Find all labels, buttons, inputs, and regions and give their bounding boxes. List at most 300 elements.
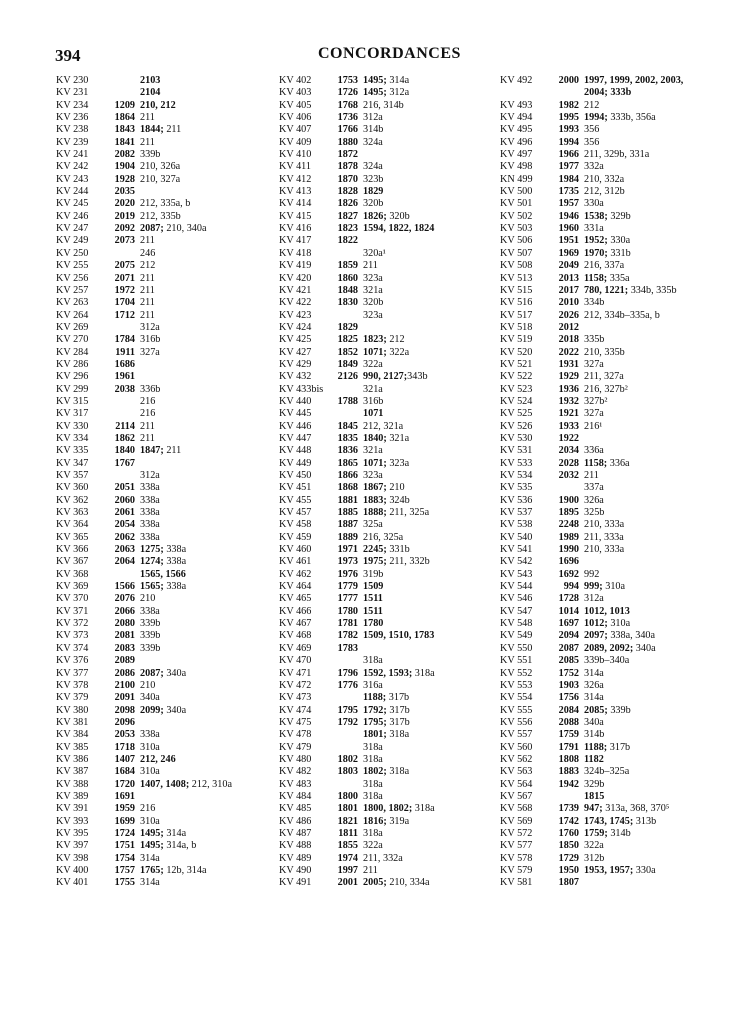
catalog-number: 2017 — [558, 284, 579, 296]
page-title: CONCORDANCES — [318, 45, 461, 62]
kv-number: KV 423 — [279, 309, 312, 321]
kv-number: KV 460 — [279, 544, 312, 556]
page-reference: 1844; 211 — [140, 124, 182, 136]
concordance-row — [279, 445, 504, 457]
kv-number: KV 577 — [500, 840, 533, 852]
catalog-number: 1936 — [558, 383, 579, 395]
page-reference: 327a — [584, 358, 604, 370]
page-reference: 211 — [140, 272, 155, 284]
page-reference: 1952; 330a — [584, 235, 631, 247]
page-reference: 216, 325a — [363, 531, 404, 543]
concordance-row — [279, 75, 504, 87]
page-reference: 1012; 310a — [584, 618, 631, 630]
kv-number: KV 257 — [56, 284, 89, 296]
kv-number: KV 567 — [500, 790, 533, 802]
catalog-number: 1976 — [337, 568, 358, 580]
catalog-number: 1784 — [114, 334, 135, 346]
concordance-row — [500, 396, 740, 408]
kv-number: KV 487 — [279, 827, 312, 839]
catalog-number — [108, 470, 135, 482]
concordance-row — [56, 495, 281, 507]
catalog-number: 1760 — [558, 827, 579, 839]
page-reference: 1800, 1802; 318a — [363, 803, 435, 815]
page-reference: 310a — [140, 766, 160, 778]
page-reference: 338a — [140, 507, 160, 519]
concordance-row — [500, 124, 740, 136]
kv-number: KV 432 — [279, 371, 312, 383]
kv-number: KV 357 — [56, 470, 89, 481]
catalog-number: 2066 — [114, 605, 135, 617]
concordance-row — [56, 655, 281, 667]
page-reference — [358, 643, 363, 655]
concordance-row — [500, 384, 740, 396]
page-reference: 340a — [140, 692, 160, 704]
kv-number: KV 549 — [500, 630, 533, 642]
concordance-row — [279, 618, 504, 630]
page-reference: 211, 332a — [363, 852, 403, 864]
page-reference: 314a — [140, 852, 160, 864]
concordance-row — [56, 729, 281, 741]
catalog-number: 1990 — [558, 544, 579, 556]
page-reference: 211 — [140, 136, 155, 148]
concordance-row — [500, 161, 740, 173]
page-reference: 1997, 1999, 2002, 2003, — [584, 75, 684, 86]
catalog-number: 1736 — [337, 112, 358, 124]
catalog-number: 1209 — [114, 99, 135, 111]
kv-number: KV 427 — [279, 346, 312, 358]
catalog-number: 1895 — [558, 507, 579, 519]
kv-number: KV 264 — [56, 309, 89, 321]
concordance-row — [56, 779, 281, 791]
catalog-number: 1756 — [558, 692, 579, 704]
concordance-row — [279, 630, 504, 642]
page-reference: 316b — [140, 334, 161, 346]
concordance-row — [500, 223, 740, 235]
page-reference: 212, 321a — [363, 420, 404, 432]
catalog-number: 1933 — [558, 420, 579, 432]
kv-number: KV 564 — [500, 778, 533, 790]
concordance-row — [279, 198, 504, 210]
catalog-number — [331, 742, 358, 754]
concordance-row — [500, 482, 740, 494]
kv-number: KV 556 — [500, 716, 533, 728]
page-reference: 1816; 319a — [363, 815, 410, 827]
catalog-number: 1951 — [558, 235, 579, 247]
catalog-number: 1859 — [337, 260, 358, 272]
concordance-column-3 — [500, 75, 740, 890]
catalog-number: 1845 — [337, 420, 358, 432]
kv-number: KV 523 — [500, 383, 533, 395]
concordance-row — [56, 593, 281, 605]
kv-number: KV 525 — [500, 408, 533, 420]
concordance-row — [56, 668, 281, 680]
catalog-number: 1889 — [337, 531, 358, 543]
page-reference: 321a — [363, 383, 383, 395]
concordance-row — [500, 853, 740, 865]
catalog-number: 1780 — [337, 605, 358, 617]
page-reference: 1594, 1822, 1824 — [363, 223, 435, 235]
kv-number: KV 483 — [279, 778, 312, 790]
page-reference: 338a — [140, 531, 160, 543]
page-reference: 211 — [140, 284, 155, 296]
kv-number: KV 578 — [500, 852, 533, 864]
concordance-row — [279, 816, 504, 828]
page-reference: 2245; 331b — [363, 544, 410, 556]
concordance-row — [279, 544, 504, 556]
concordance-row — [500, 458, 740, 470]
catalog-number: 1691 — [114, 790, 135, 802]
kv-number: KV 537 — [500, 507, 533, 519]
concordance-row — [279, 853, 504, 865]
page-reference: 338a — [140, 482, 160, 494]
page-reference: 1495; 314a, b — [140, 840, 197, 852]
page-reference — [135, 186, 140, 198]
kv-number: KV 418 — [279, 247, 312, 259]
page-reference: 1823; 212 — [363, 334, 405, 346]
kv-number: KV 360 — [56, 482, 89, 494]
concordance-row — [500, 112, 740, 124]
catalog-number: 1757 — [114, 865, 135, 876]
concordance-row — [279, 124, 504, 136]
concordance-row — [500, 729, 740, 741]
page-reference: 1495; 312a — [363, 87, 410, 99]
page-reference: 211 — [140, 235, 155, 247]
concordance-row — [500, 865, 740, 877]
catalog-number: 1768 — [337, 99, 358, 111]
kv-number: KV 551 — [500, 655, 533, 667]
catalog-number — [331, 779, 358, 791]
concordance-row — [279, 112, 504, 124]
catalog-number — [331, 248, 358, 260]
concordance-row — [279, 692, 504, 704]
page-reference: 314a — [140, 877, 160, 889]
kv-number: KV 581 — [500, 877, 533, 889]
concordance-row — [56, 791, 281, 803]
kv-number: KV 488 — [279, 840, 312, 852]
catalog-number: 2086 — [114, 667, 135, 679]
kv-number: KV 479 — [279, 741, 312, 753]
kv-number: KV 497 — [500, 149, 533, 161]
concordance-row — [279, 285, 504, 297]
catalog-number: 1712 — [114, 309, 135, 321]
kv-number: KV 468 — [279, 630, 312, 642]
kv-number: KV 397 — [56, 840, 89, 852]
catalog-number: 1801 — [337, 803, 358, 815]
concordance-row — [279, 433, 504, 445]
page-reference: 314a — [584, 667, 604, 679]
kv-number: KV 347 — [56, 457, 89, 469]
catalog-number: 2062 — [114, 531, 135, 543]
kv-number: KV 572 — [500, 827, 533, 839]
catalog-number: 1950 — [558, 865, 579, 876]
page-reference: 330a — [584, 198, 604, 210]
concordance-row — [500, 742, 740, 754]
concordance-row — [500, 100, 740, 112]
catalog-number — [108, 322, 135, 334]
kv-number: KV 522 — [500, 371, 533, 383]
page-reference: 320b — [363, 297, 384, 309]
concordance-row — [279, 347, 504, 359]
catalog-number: 1960 — [558, 223, 579, 235]
page-reference: 312a — [140, 470, 160, 481]
concordance-row — [500, 347, 740, 359]
catalog-number: 994 — [563, 581, 579, 593]
kv-number: KV 420 — [279, 272, 312, 284]
kv-number: KV 550 — [500, 642, 533, 654]
catalog-number: 2094 — [558, 630, 579, 642]
catalog-number: 2114 — [115, 420, 135, 432]
page-reference: 212, 246 — [140, 753, 176, 765]
catalog-number: 2000 — [558, 75, 579, 86]
kv-number: KV 440 — [279, 395, 312, 407]
catalog-number: 2063 — [114, 544, 135, 556]
catalog-number: 1407 — [114, 753, 135, 765]
page-reference: 325b — [584, 507, 605, 519]
catalog-number: 1752 — [558, 667, 579, 679]
concordance-row — [279, 668, 504, 680]
page-reference — [358, 322, 363, 334]
page-reference — [579, 877, 584, 889]
page-reference: 329b — [584, 778, 605, 790]
kv-number: KV 249 — [56, 235, 89, 247]
concordance-row — [279, 359, 504, 371]
concordance-row — [56, 149, 281, 161]
page-reference: 212, 335a, b — [140, 198, 191, 210]
kv-number: KV 471 — [279, 667, 312, 679]
concordance-row — [56, 186, 281, 198]
catalog-number: 2053 — [114, 729, 135, 741]
page-reference — [579, 556, 584, 568]
catalog-number: 1782 — [337, 630, 358, 642]
catalog-number: 2126 — [337, 371, 358, 383]
concordance-row — [500, 322, 740, 334]
page-reference: 2104 — [140, 87, 161, 99]
catalog-number: 1922 — [558, 432, 579, 444]
concordance-row — [56, 754, 281, 766]
page-reference: 314b — [363, 124, 384, 136]
kv-number: KV 568 — [500, 803, 533, 815]
concordance-row — [500, 235, 740, 247]
concordance-row — [56, 87, 281, 99]
kv-number: KV 376 — [56, 655, 89, 667]
kv-number: KV 563 — [500, 766, 533, 778]
concordance-row — [500, 248, 740, 260]
kv-number: KV 521 — [500, 358, 533, 370]
concordance-row — [500, 433, 740, 445]
page-reference: 323b — [363, 173, 384, 185]
catalog-number: 1883 — [558, 766, 579, 778]
catalog-number: 2001 — [337, 877, 358, 889]
page-reference: 1565, 1566 — [140, 568, 186, 580]
concordance-row — [56, 273, 281, 285]
concordance-row — [56, 606, 281, 618]
concordance-row — [279, 766, 504, 778]
concordance-row — [500, 618, 740, 630]
concordance-row — [500, 828, 740, 840]
concordance-column-1 — [56, 75, 281, 890]
concordance-row — [500, 421, 740, 433]
page-reference: 323a — [363, 272, 383, 284]
concordance-row — [279, 297, 504, 309]
kv-number: KV 242 — [56, 161, 89, 173]
concordance-row — [56, 717, 281, 729]
page-reference: 1275; 338a — [140, 544, 187, 556]
page-reference: 325a — [363, 519, 383, 531]
kv-number: KV 520 — [500, 346, 533, 358]
catalog-number: 1862 — [114, 432, 135, 444]
kv-number: KV 533 — [500, 457, 533, 469]
page-reference: 314b — [584, 729, 605, 741]
concordance-row — [56, 816, 281, 828]
catalog-number: 1931 — [558, 358, 579, 370]
kv-number: KV 380 — [56, 704, 89, 716]
page-reference: 1888; 211, 325a — [363, 507, 430, 519]
page-reference: 216¹ — [584, 420, 603, 432]
concordance-row — [56, 618, 281, 630]
concordance-row — [500, 544, 740, 556]
kv-number: KV 335 — [56, 445, 89, 457]
concordance-row — [56, 334, 281, 346]
concordance-row — [500, 359, 740, 371]
catalog-number: 1994 — [558, 136, 579, 148]
concordance-row — [56, 840, 281, 852]
concordance-row — [279, 495, 504, 507]
kv-number: KV 299 — [56, 383, 89, 395]
page-reference: 2089, 2092; 340a — [584, 642, 656, 654]
page-reference: 211 — [140, 112, 155, 124]
concordance-row — [500, 877, 740, 889]
kv-number: KV 447 — [279, 432, 312, 444]
kv-number: KV 530 — [500, 432, 533, 444]
concordance-row — [56, 285, 281, 297]
concordance-row — [279, 223, 504, 235]
kv-number: KV 553 — [500, 679, 533, 691]
kv-number: KV 579 — [500, 865, 533, 876]
concordance-row — [279, 396, 504, 408]
page-reference: 339b — [140, 149, 161, 161]
kv-number: KV 402 — [279, 75, 312, 86]
kv-number: KV 406 — [279, 112, 312, 124]
catalog-number: 1792 — [337, 716, 358, 728]
kv-number: KV 554 — [500, 692, 533, 704]
catalog-number: 1921 — [558, 408, 579, 420]
page-reference: 1953, 1957; 330a — [584, 865, 656, 876]
kv-number: KV 458 — [279, 519, 312, 531]
concordance-row — [500, 766, 740, 778]
kv-number: KV 372 — [56, 618, 89, 630]
page-reference: 337a — [584, 482, 604, 494]
page-reference: 2087; 210, 340a — [140, 223, 207, 235]
catalog-number: 1759 — [558, 729, 579, 741]
catalog-number: 1966 — [558, 149, 579, 161]
concordance-row — [500, 273, 740, 285]
page-reference: 1970; 331b — [584, 247, 631, 259]
kv-number: KV 541 — [500, 544, 533, 556]
page-reference: 1975; 211, 332b — [363, 556, 430, 568]
concordance-row — [500, 779, 740, 791]
catalog-number: 1848 — [337, 284, 358, 296]
concordance-row — [56, 396, 281, 408]
page-reference: 338a — [140, 519, 160, 531]
catalog-number: 1728 — [558, 593, 579, 605]
catalog-number: 2049 — [558, 260, 579, 272]
catalog-number — [331, 729, 358, 741]
kv-number: KV 255 — [56, 260, 89, 272]
page-reference: 319b — [363, 568, 384, 580]
page-reference: 324b–325a — [584, 766, 630, 778]
kv-number: KV 424 — [279, 321, 312, 333]
catalog-number: 2012 — [558, 321, 579, 333]
page-reference: 339b — [140, 618, 161, 630]
catalog-number: 1911 — [115, 346, 135, 358]
catalog-number — [331, 384, 358, 396]
concordance-row — [500, 680, 740, 692]
catalog-number: 1827 — [337, 210, 358, 222]
kv-number: KV 552 — [500, 667, 533, 679]
catalog-number — [108, 569, 135, 581]
concordance-row — [56, 433, 281, 445]
kv-number: KV 429 — [279, 358, 312, 370]
kv-number: KV 250 — [56, 247, 89, 259]
reference-continuation: 2004; 333b — [584, 87, 632, 99]
catalog-number: 2088 — [558, 716, 579, 728]
page-reference: 1158; 335a — [584, 272, 630, 284]
page-reference: 323a — [363, 470, 383, 481]
catalog-number: 1880 — [337, 136, 358, 148]
page-reference: 1509, 1510, 1783 — [363, 630, 435, 642]
catalog-number: 2080 — [114, 618, 135, 630]
catalog-number: 1860 — [337, 272, 358, 284]
catalog-number — [331, 310, 358, 322]
concordance-row — [279, 729, 504, 741]
kv-number: KV 485 — [279, 803, 312, 815]
concordance-row — [500, 569, 740, 581]
kv-number: KV 469 — [279, 642, 312, 654]
page-reference: 211 — [140, 432, 155, 444]
concordance-row — [500, 198, 740, 210]
page-reference: 999; 310a — [584, 581, 626, 593]
kv-number: KV 486 — [279, 815, 312, 827]
catalog-number: 2010 — [558, 297, 579, 309]
page-reference — [579, 322, 584, 334]
kv-number: KV 503 — [500, 223, 533, 235]
page-reference: 1071; 323a — [363, 457, 410, 469]
page-reference: 1847; 211 — [140, 445, 182, 457]
catalog-number: 1699 — [114, 815, 135, 827]
catalog-number — [108, 248, 135, 260]
concordance-row — [500, 643, 740, 655]
catalog-number: 1795 — [337, 704, 358, 716]
catalog-number: 1993 — [558, 124, 579, 136]
kv-number: KV 482 — [279, 766, 312, 778]
catalog-number: 2076 — [114, 593, 135, 605]
catalog-number: 1887 — [337, 519, 358, 531]
catalog-number: 1866 — [337, 470, 358, 481]
page-reference: 216 — [140, 803, 156, 815]
kv-number: KV 238 — [56, 124, 89, 136]
catalog-number: 1957 — [558, 198, 579, 210]
catalog-number: 1836 — [337, 445, 358, 457]
catalog-number: 1720 — [114, 778, 135, 790]
catalog-number: 1900 — [558, 494, 579, 506]
kv-number: KV 365 — [56, 531, 89, 543]
catalog-number: 2054 — [114, 519, 135, 531]
catalog-number: 1904 — [114, 161, 135, 173]
kv-number: KV 236 — [56, 112, 89, 124]
page-reference: 334b — [584, 297, 605, 309]
page-reference: 338a — [140, 494, 160, 506]
catalog-number: 1932 — [558, 395, 579, 407]
